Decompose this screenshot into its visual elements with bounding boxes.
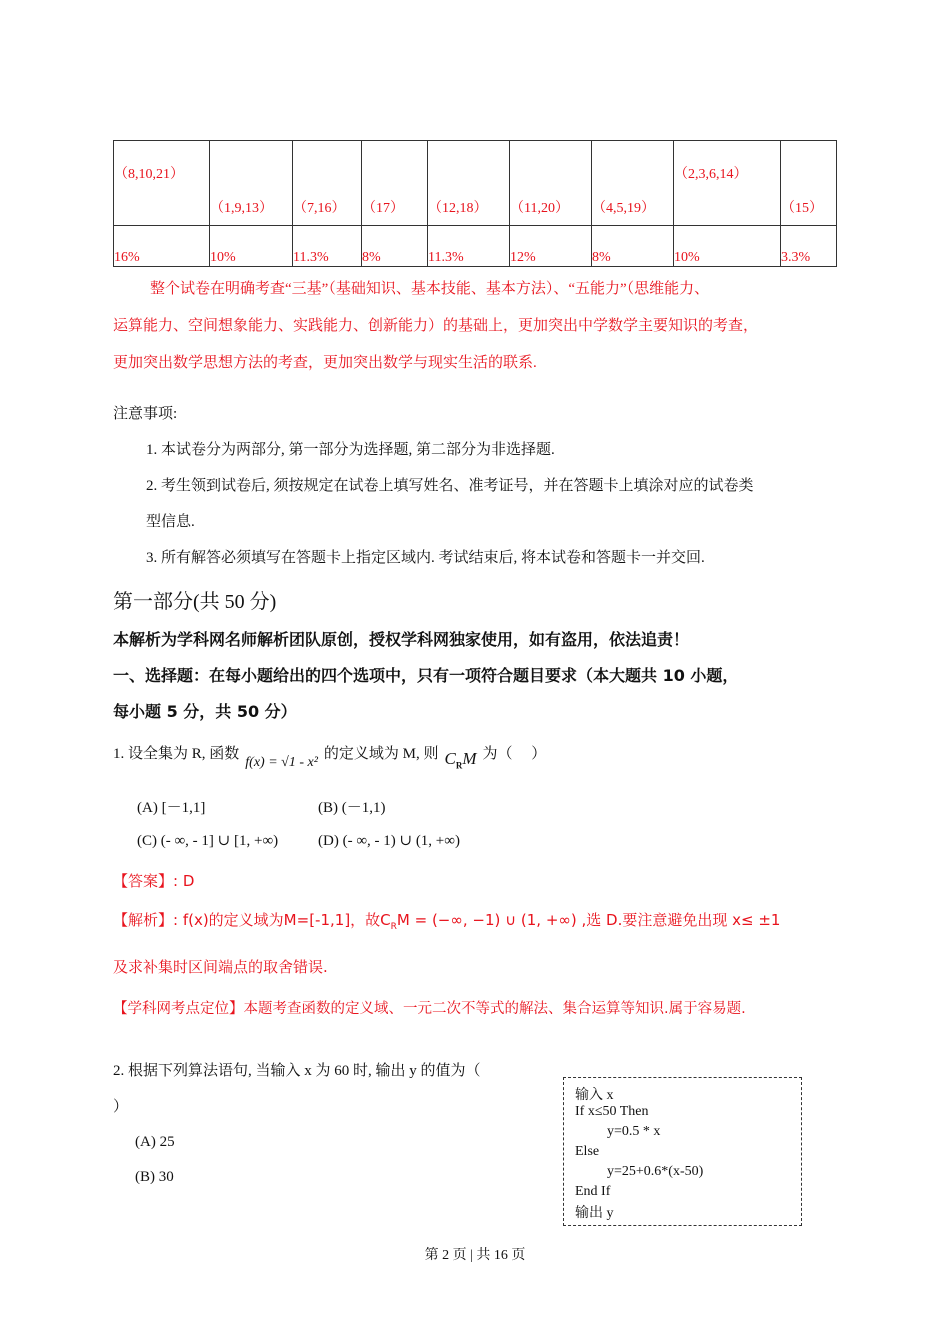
option-a: (A) [－1,1]: [137, 800, 206, 817]
table-cell: （11,20）: [510, 141, 592, 226]
table-cell: 16%: [114, 226, 210, 267]
q1-complement: $C_RM$: [444, 749, 477, 771]
section-title: 一、选择题：在每小题给出的四个选项中，只有一项符合题目要求（本大题共 10 小题，: [113, 666, 739, 685]
section-title: 每小题 5 分，共 50 分）: [113, 702, 297, 721]
table-cell: 12%: [510, 226, 592, 267]
table-cell: 10%: [674, 226, 781, 267]
q1-formula: f(x) = √1 - x²: [245, 755, 318, 770]
summary-line: 运算能力、空间想象能力、实践能力、创新能力）的基础上，更加突出中学数学主要知识的考查，: [113, 318, 759, 334]
q2-stem: ）: [113, 1099, 129, 1116]
table-cell: 8%: [362, 226, 428, 267]
part-title: 第一部分(共 50 分): [113, 591, 277, 613]
summary-line: 更加突出数学思想方法的考查，更加突出数学与现实生活的联系.: [113, 355, 537, 371]
algorithm-line: y=25+0.6*(x-50): [607, 1164, 704, 1180]
q1-options: [137, 792, 840, 858]
note-item: 1. 本试卷分为两部分, 第一部分为选择题, 第二部分为非选择题.: [146, 442, 555, 458]
q1-stem: 1. 设全集为 R, 函数: [113, 746, 240, 762]
table-cell: 11.3%: [293, 226, 362, 267]
q1-answer: 【答案】: D: [113, 872, 195, 891]
algorithm-line: 输入 x: [575, 1088, 614, 1104]
q2-stem: 2. 根据下列算法语句, 当输入 x 为 60 时, 输出 y 的值为（: [113, 1063, 481, 1080]
q1-stem-line: [113, 734, 840, 778]
summary-line: 整个试卷在明确考查“三基”（基础知识、基本技能、基本方法）、“五能力”（思维能力、: [150, 281, 710, 297]
algorithm-line: y=0.5 * x: [607, 1124, 661, 1140]
table-cell: 3.3%: [781, 226, 837, 267]
option-b: (B) 30: [135, 1169, 174, 1186]
option-c: (C) (- ∞, - 1] ∪ [1, +∞): [137, 833, 279, 850]
copyright-notice: 本解析为学科网名师解析团队原创，授权学科网独家使用，如有盗用，依法追责！: [113, 630, 690, 649]
table-row: [114, 226, 837, 267]
q1-stem: 为（ ）: [482, 746, 547, 762]
table-cell: （1,9,13）: [210, 141, 293, 226]
notes-section: [113, 396, 840, 576]
note-item: 2. 考生领到试卷后, 须按规定在试卷上填写姓名、准考证号，并在答题卡上填涂对应的试卷类: [146, 478, 754, 494]
option-b: (B) (－1,1): [318, 800, 386, 817]
q2-section: [113, 1053, 840, 1222]
table-cell: （15）: [781, 141, 837, 226]
algorithm-line: End If: [575, 1184, 611, 1200]
table-cell: （12,18）: [428, 141, 510, 226]
table-cell: 10%: [210, 226, 293, 267]
table-cell: （4,5,19）: [592, 141, 674, 226]
table-row: [114, 141, 837, 226]
algorithm-box: [563, 1077, 802, 1226]
summary-paragraph: [113, 271, 840, 382]
score-distribution-table: [113, 140, 837, 267]
q2-text: [113, 1053, 533, 1195]
option-a: (A) 25: [135, 1134, 175, 1151]
notes-title: 注意事项:: [113, 406, 178, 422]
table-cell: （8,10,21）: [114, 141, 210, 226]
note-item: 3. 所有解答必须填写在答题卡上指定区域内. 考试结束后, 将本试卷和答题卡一并交回.: [146, 550, 705, 566]
algorithm-line: If x≤50 Then: [575, 1104, 649, 1120]
table-cell: （17）: [362, 141, 428, 226]
note-item: 型信息.: [146, 514, 195, 530]
page-footer: 第 2 页 | 共 16 页: [424, 1248, 526, 1263]
q1-analysis: 【解析】: f(x)的定义域为M=[-1,1]，故$C_RM$ = (−∞, −1) ∪ (1, +∞) ,选 D.要注意避免出现 x≤ ±1: [113, 911, 781, 933]
table-cell: 11.3%: [428, 226, 510, 267]
table-cell: （7,16）: [293, 141, 362, 226]
q1-analysis: 及求补集时区间端点的取舍错误.: [113, 958, 328, 977]
q1-stem: 的定义域为 M, 则: [323, 746, 439, 762]
table-cell: 8%: [592, 226, 674, 267]
algorithm-line: Else: [575, 1144, 600, 1160]
q1-knowledge-point: 【学科网考点定位】本题考查函数的定义域、一元二次不等式的解法、集合运算等知识.属于容易题.: [113, 1001, 746, 1018]
algorithm-line: 输出 y: [575, 1206, 614, 1222]
option-d: (D) (- ∞, - 1) ∪ (1, +∞): [318, 833, 460, 850]
table-cell: （2,3,6,14）: [674, 141, 781, 226]
